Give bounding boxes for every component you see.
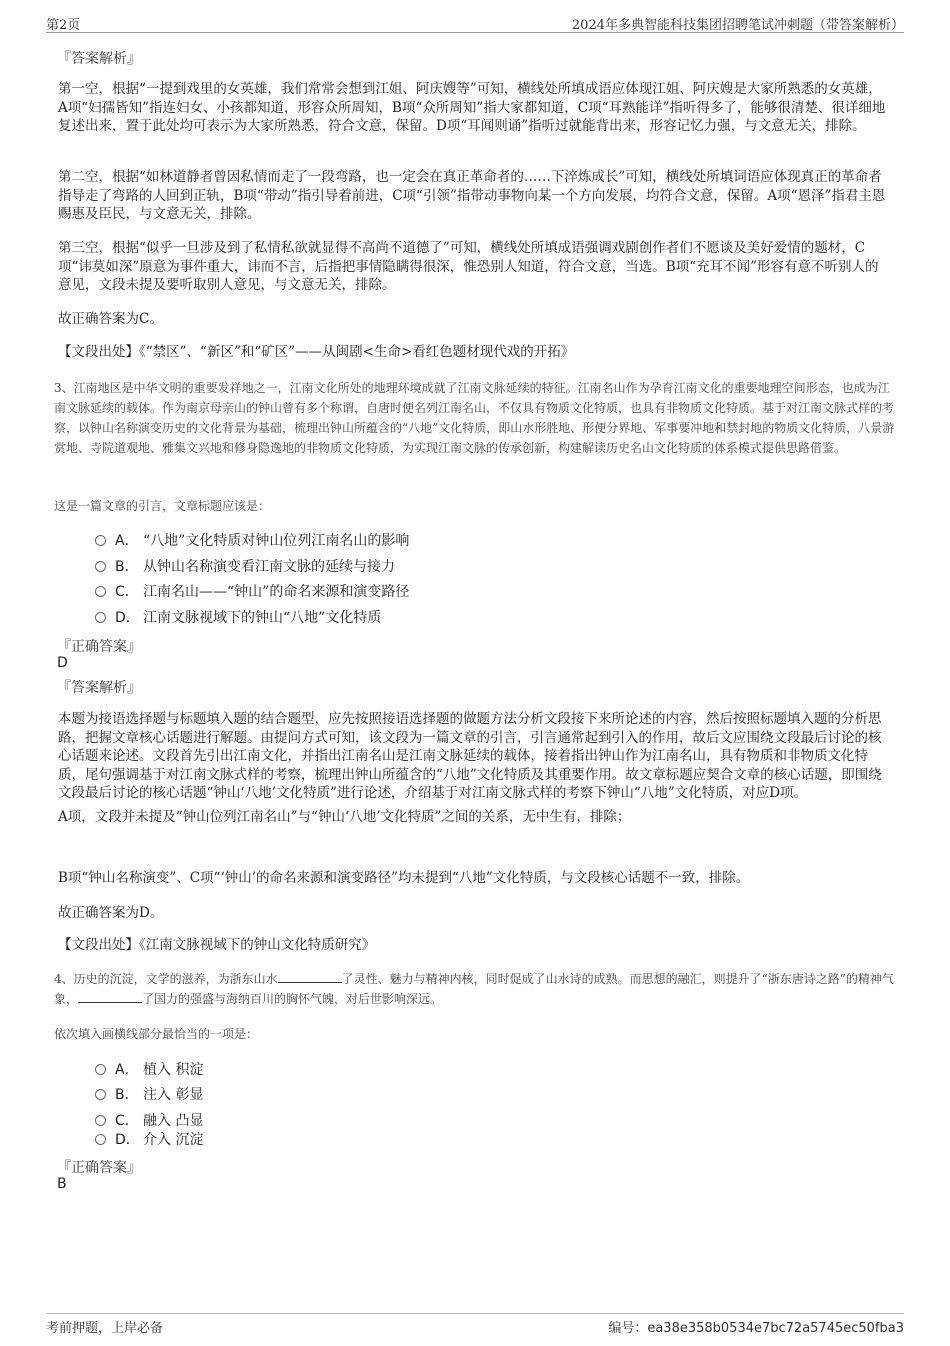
q3-option-b[interactable]: B． 从钟山名称演变看江南文脉的延续与接力	[95, 556, 395, 576]
q3-conclusion: 故正确答案为D。	[58, 905, 164, 921]
page-header	[46, 0, 904, 33]
q2-conclusion: 故正确答案为C。	[58, 311, 163, 327]
q4-option-d[interactable]: D． 介入 沉淀	[95, 1129, 203, 1149]
q3-option-c[interactable]: C． 江南名山——“钟山”的命名来源和演变路径	[95, 581, 409, 601]
q3-prompt: 这是一篇文章的引言，文章标题应该是：	[54, 499, 271, 513]
q2-analysis-para2: 第二空，根据“如林道静者曾因私情而走了一段弯路，也一定会在真正革命者的……下淬炼成长”可知，横线处所填词语应体现真正的革命者指导走了弯路的人回到正轨，B项“带动”指引导着前进，C项“引领”指带动事物向某一个方向发展，均符合文意，保留。A项“恩泽”指君主恩赐惠及臣民，与文意无关，排除。	[58, 169, 886, 222]
page-number: 第2页	[46, 18, 81, 33]
q3-option-d[interactable]: D． 江南文脉视域下的钟山“八地”文化特质	[95, 607, 381, 627]
q2-analysis-para1: 第一空，根据“一提到戏里的女英雄，我们常常会想到江姐、阿庆嫂等”可知，横线处所填成语应体现江姐、阿庆嫂是大家所熟悉的女英雄，A项“妇孺皆知”指连妇女、小孩都知道，形容众所周知，B项“众所周知”指大家都知道，C项“耳熟能详”指听得多了，能够很清楚、很详细地复述出来，置于此处均可表示为大家所熟悉，符合文意，保留。D项“耳闻则诵”指听过就能背出来，形容记忆力强，与文意无关，排除。	[58, 81, 886, 134]
q3-analysis: 本题为接语选择题与标题填入题的结合题型，应先按照接语选择题的做题方法分析文段接下来所论述的内容，然后按照标题填入题的分析思路，把握文章核心话题进行解题。由提问方式可知，该文段为一篇文章的引言，引言通常起到引入的作用，故后文应围绕文段最后讨论的核心话题来论述。文段首先引出江南文化，并指出江南名山是江南文脉延续的载体，接着指出钟山作为江南名山，具有物质和非物质文化特质，尾句强调基于对江南文脉式样的考察，梳理出钟山所蕴含的“八地”文化特质及其重要作用。故文章标题应契合文章的核心话题，即围绕文段最后讨论的核心话题“钟山‘八地’文化特质”进行论述，介绍基于对江南文脉式样的考察下钟山“八地”文化特质，对应D项。	[58, 711, 882, 801]
q4-option-a[interactable]: A． 植入 积淀	[95, 1059, 203, 1079]
q3-passage: 3、江南地区是中华文明的重要发祥地之一，江南文化所处的地理环境成就了江南文脉延续的特征。江南名山作为孕育江南文化的重要地理空间形态，也成为江南文脉延续的载体。作为南京母亲山的钟山曾有多个称谓，自唐时便名列江南名山，不仅具有物质文化特质，也具有非物质文化特质。基于对江南文脉式样的考察，以钟山名称演变历史的文化背景为基础，梳理出钟山所蕴含的“八地”文化特质，即山水形胜地、形便分界地、军事要冲地和禁封地的物质文化特质，八景游赏地、寺院道观地、雅集文兴地和修身隐逸地的非物质文化特质，为实现江南文脉的传承创新，构建解读历史名山文化特质的体系模式提供思路借鉴。	[54, 381, 895, 455]
q4-option-b[interactable]: B． 注入 彰显	[95, 1084, 203, 1104]
q3-source: 【文段出处】《江南文脉视域下的钟山文化特质研究》	[58, 937, 376, 953]
fill-blank-2	[78, 990, 142, 1003]
q3-option-a[interactable]: A． “八地”文化特质对钟山位列江南名山的影响	[95, 530, 409, 550]
radio-button[interactable]	[95, 1064, 106, 1075]
q3-analysis-a: A项，文段并未提及“钟山位列江南名山”与“钟山‘八地’文化特质”之间的关系，无中生有，排除；	[58, 809, 631, 825]
radio-button[interactable]	[95, 1134, 106, 1145]
radio-button[interactable]	[95, 1115, 106, 1126]
q4-option-c[interactable]: C． 融入 凸显	[95, 1110, 203, 1130]
q4-answer: B	[57, 1176, 67, 1192]
q2-analysis-label: 『答案解析』	[57, 51, 141, 67]
page-footer	[46, 1313, 904, 1346]
q4-prompt: 依次填入画横线部分最恰当的一项是：	[54, 1027, 259, 1041]
radio-button[interactable]	[95, 612, 106, 623]
radio-button[interactable]	[95, 1089, 106, 1100]
q3-answer: D	[57, 655, 68, 671]
document-code: 编号：ea38e358b0534e7bc72a5745ec50fba3	[608, 1321, 904, 1336]
q3-answer-label: 『正确答案』	[57, 639, 141, 655]
radio-button[interactable]	[95, 586, 106, 597]
radio-button[interactable]	[95, 535, 106, 546]
document-title: 2024年多典智能科技集团招聘笔试冲刺题（带答案解析）	[571, 18, 904, 33]
footer-slogan: 考前押题，上岸必备	[46, 1321, 164, 1336]
fill-blank-1	[278, 970, 342, 983]
q4-passage: 4、历史的沉淀，文学的滋养，为浙东山水 了灵性、魅力与精神内核，同时促成了山水诗的成熟。而思想的融汇，则提升了“浙东唐诗之路”的精神气象， 了国力的强盛与海纳百川的胸怀气魄，对后世影响深远。	[54, 972, 894, 1006]
q2-source: 【文段出处】《“禁区”、“新区”和“矿区”——从闽剧<生命>看红色题材现代戏的开拓》	[58, 344, 575, 360]
radio-button[interactable]	[95, 561, 106, 572]
q3-analysis-bc: B项“钟山名称演变”、C项“‘钟山’的命名来源和演变路径”均未提到“八地”文化特质，与文段核心话题不一致，排除。	[58, 870, 750, 886]
q3-analysis-label: 『答案解析』	[57, 680, 141, 696]
q4-answer-label: 『正确答案』	[57, 1160, 141, 1176]
q2-analysis-para3: 第三空，根据“似乎一旦涉及到了私情私欲就显得不高尚不道德了”可知，横线处所填成语强调戏剧创作者们不愿谈及美好爱情的题材，C项“讳莫如深”原意为事件重大，讳而不言，后指把事情隐瞒得很深，惟恐别人知道，符合文意，当选。B项“充耳不闻”形容有意不听别人的意见，文段未提及要听取别人意见，与文意无关，排除。	[58, 240, 879, 293]
